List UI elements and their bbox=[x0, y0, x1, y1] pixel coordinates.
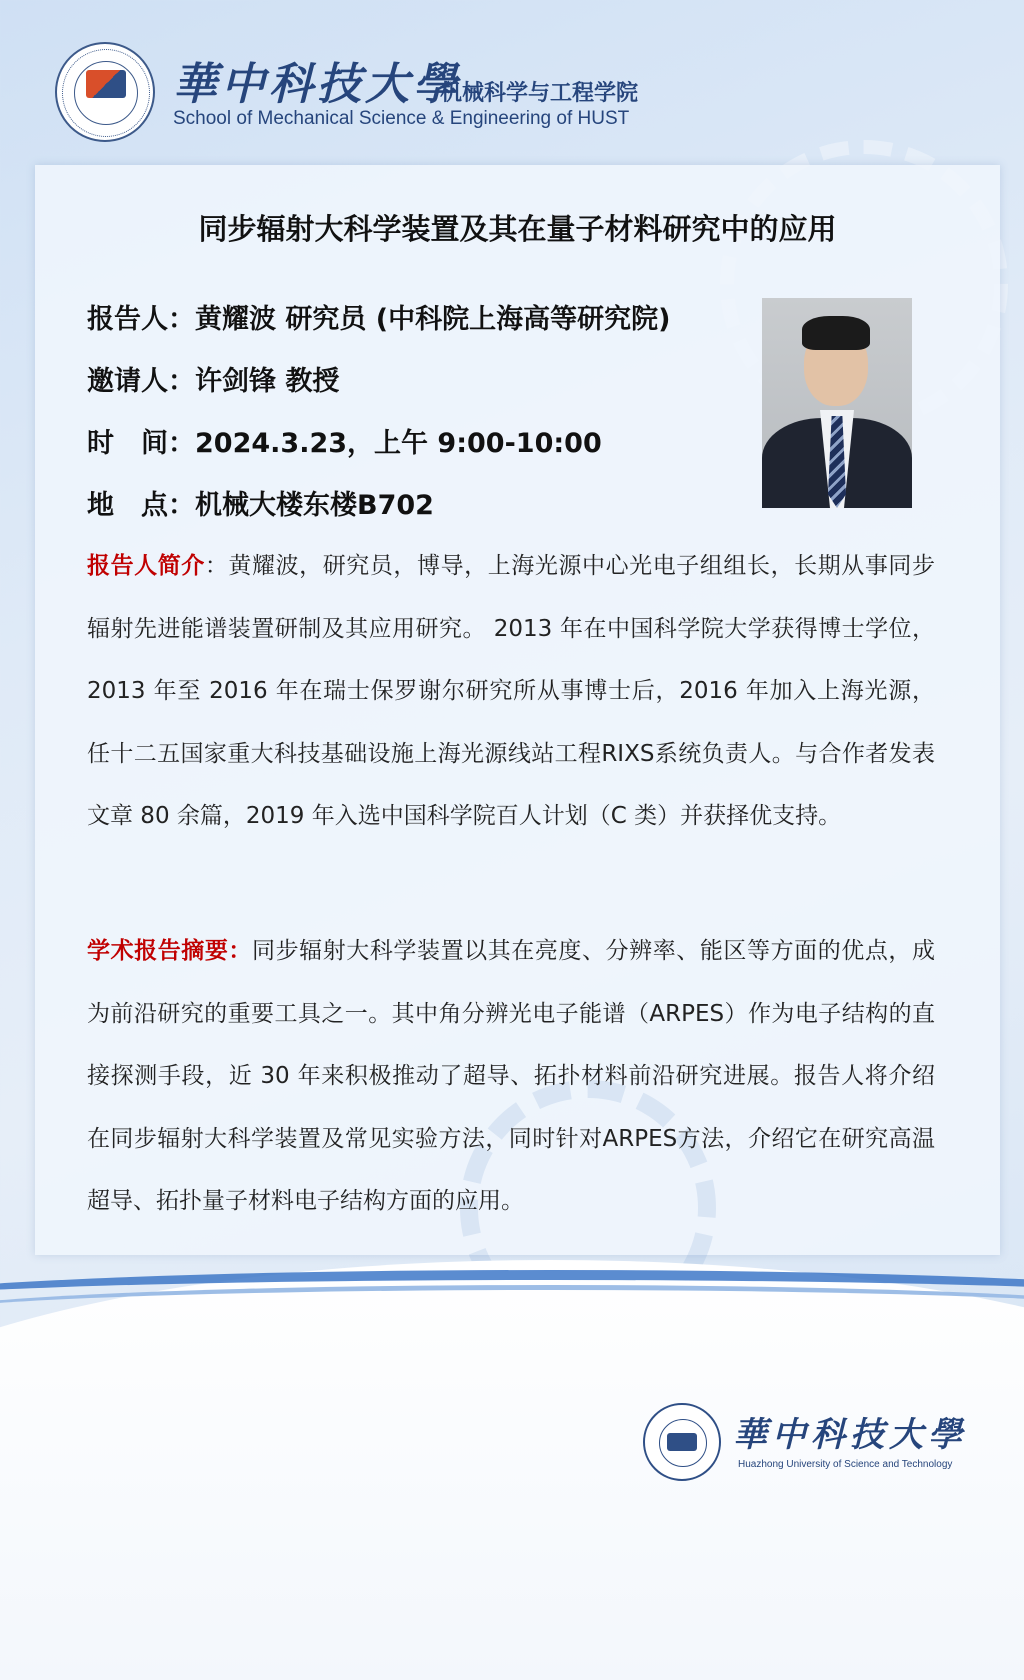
announcement-card bbox=[35, 165, 1000, 1255]
photo-hair bbox=[802, 316, 870, 350]
talk-abstract bbox=[87, 920, 935, 1233]
time-label: 时 间： bbox=[87, 428, 195, 459]
footer-logo bbox=[643, 1403, 973, 1483]
speaker-bio bbox=[87, 535, 935, 848]
hust-mark-icon bbox=[667, 1433, 697, 1451]
abstract-label: 学术报告摘要： bbox=[87, 938, 252, 964]
university-name-cn: 華中科技大學 bbox=[173, 59, 461, 110]
mse-logo-icon bbox=[86, 70, 126, 98]
abstract-text: 同步辐射大科学装置以其在亮度、分辨率、能区等方面的优点，成为前沿研究的重要工具之一。其中角分辨光电子能谱（ARPES）作为电子结构的直接探测手段，近 30 年来积极推动了超导、拓扑材料前沿研究进展。报告人将介绍在同步辐射大科学装置及常见实验方法，同时针对ARPES方法，介绍它在研究高温超导、拓扑量子材料电子结构方面的应用。 bbox=[87, 938, 935, 1214]
time-row bbox=[87, 421, 670, 483]
footer-university-cn: 華中科技大學 bbox=[733, 1415, 967, 1455]
school-seal-logo bbox=[55, 42, 155, 142]
talk-info bbox=[87, 297, 670, 545]
bio-text: ：黄耀波，研究员，博导，上海光源中心光电子组组长，长期从事同步辐射先进能谱装置研制及其应用研究。 2013 年在中国科学院大学获得博士学位，2013 年至 2016 年在瑞士保罗谢尔研究所从事博士后，2016 年加入上海光源，任十二五国家重大科技基础设施上海光源线站工程RIXS系统负责人。与合作者发表文章 80 余篇，2019 年入选中国科学院百人计划（C 类）并获择优支持。 bbox=[87, 553, 936, 829]
school-name-en: School of Mechanical Science & Engineering of HUST bbox=[173, 108, 630, 129]
header bbox=[55, 42, 695, 142]
school-name-cn: 机械科学与工程学院 bbox=[440, 81, 639, 106]
host-value: 许剑锋 教授 bbox=[195, 366, 340, 397]
location-value: 机械大楼东楼B702 bbox=[195, 490, 434, 521]
bio-label: 报告人简介 bbox=[87, 553, 205, 579]
talk-title: 同步辐射大科学装置及其在量子材料研究中的应用 bbox=[198, 212, 837, 246]
speaker-row bbox=[87, 297, 670, 359]
time-value: 2024.3.23，上午 9:00-10:00 bbox=[195, 428, 602, 459]
bottom-wave-light-stripe bbox=[0, 1285, 1024, 1350]
speaker-photo bbox=[762, 298, 912, 508]
speaker-value: 黄耀波 研究员 (中科院上海高等研究院) bbox=[195, 304, 671, 335]
university-seal-icon bbox=[643, 1403, 721, 1481]
host-label: 邀请人： bbox=[87, 366, 195, 397]
host-row bbox=[87, 359, 670, 421]
speaker-label: 报告人： bbox=[87, 304, 195, 335]
location-label: 地 点： bbox=[87, 490, 195, 521]
footer-university-en: Huazhong University of Science and Technology bbox=[738, 1459, 953, 1470]
